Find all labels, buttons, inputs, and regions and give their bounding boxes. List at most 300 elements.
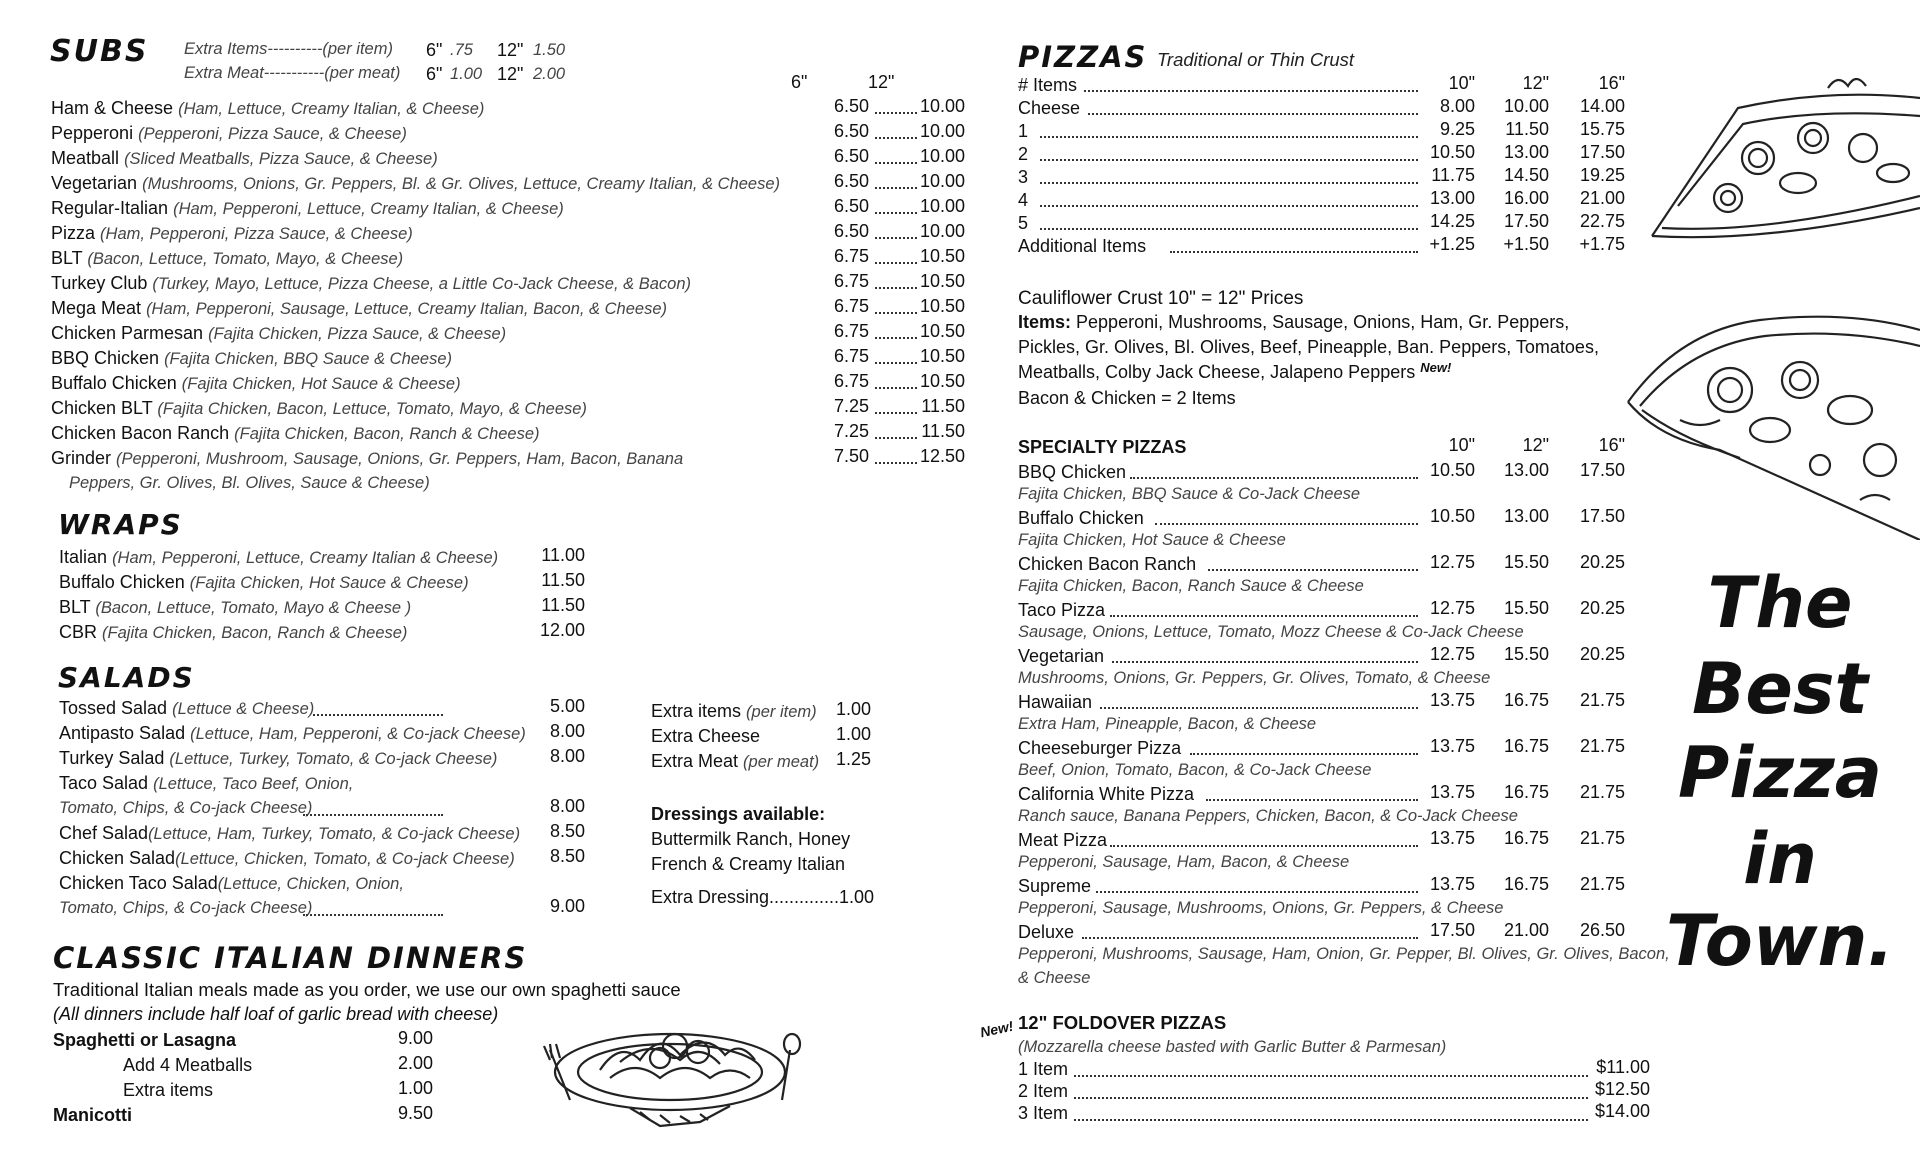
list-item: [59, 746, 497, 771]
price-12: 10.50: [919, 371, 965, 391]
dot-leader: [1110, 843, 1418, 847]
item-desc-cont: Tomato, Chips, & Co-jack Cheese): [59, 899, 313, 917]
price-10: 10.50: [1429, 460, 1475, 480]
price-6: 6.75: [833, 371, 869, 391]
item-desc: Pepperoni, Sausage, Mushrooms, Onions, Gr. Peppers, & Cheese: [1018, 899, 1504, 917]
list-item: Add 4 Meatballs: [123, 1055, 253, 1075]
dressings-line2: French & Creamy Italian: [651, 854, 846, 874]
table-row: Buffalo Chicken: [1018, 508, 1144, 528]
price-16: 20.25: [1579, 644, 1625, 664]
list-item: [59, 696, 314, 721]
item-desc: Beef, Onion, Tomato, Bacon, & Co-Jack Cheese: [1018, 761, 1372, 779]
price-16: 26.50: [1579, 920, 1625, 940]
price-16: 21.75: [1579, 690, 1625, 710]
price-10: 13.75: [1429, 828, 1475, 848]
subs-extra-items-12-price: 1.50: [533, 41, 566, 59]
dinners-list: [53, 1028, 443, 1128]
price-10: 8.00: [1439, 96, 1475, 116]
price-10: 17.50: [1429, 920, 1475, 940]
pizzas-title: PIZZAS: [1018, 40, 1148, 74]
list-item: [59, 570, 469, 595]
col-10: 10": [1448, 435, 1475, 455]
pizza-slice-illustration-top: [1648, 68, 1920, 248]
list-item: [51, 171, 780, 196]
table-row: 5: [1018, 213, 1029, 233]
item-desc: Pepperoni, Sausage, Ham, Bacon, & Cheese: [1018, 853, 1350, 871]
toppings-text: Pepperoni, Mushrooms, Sausage, Onions, Ham, Gr. Peppers,: [1076, 312, 1570, 332]
price: 12.00: [539, 620, 585, 640]
item-name: Turkey Club: [51, 273, 148, 293]
dinners-title: CLASSIC ITALIAN DINNERS: [53, 941, 528, 975]
price-12: 15.50: [1503, 552, 1549, 572]
item-desc: Sausage, Onions, Lettuce, Tomato, Mozz Cheese & Co-Jack Cheese: [1018, 623, 1524, 641]
price-10: 10.50: [1429, 142, 1475, 162]
price: 9.00: [397, 1028, 433, 1048]
subs-list: [51, 96, 965, 506]
price: 1.00: [397, 1078, 433, 1098]
list-item: [51, 96, 484, 121]
list-item: 3 Item: [1018, 1103, 1069, 1123]
table-header-items: # Items: [1018, 75, 1078, 95]
price-10: 13.00: [1429, 188, 1475, 208]
list-item: [51, 296, 667, 321]
slogan-line-2: Best: [1692, 648, 1868, 730]
price-12: 10.50: [919, 246, 965, 266]
price-10: 10.50: [1429, 506, 1475, 526]
table-row: 4: [1018, 190, 1029, 210]
col-12: 12": [1522, 73, 1549, 93]
price: 8.50: [549, 846, 585, 866]
price-16: 17.50: [1579, 460, 1625, 480]
toppings-title: Items:: [1018, 312, 1072, 332]
grinder-desc-cont: Peppers, Gr. Olives, Bl. Olives, Sauce & Cheese): [69, 474, 430, 492]
price-12: 16.75: [1503, 874, 1549, 894]
price-10: +1.25: [1429, 234, 1475, 254]
toppings-line-1: [1018, 310, 1638, 335]
list-item: [51, 246, 403, 271]
list-item: [51, 196, 564, 221]
list-item: [59, 771, 353, 796]
price-12: 11.50: [1505, 119, 1549, 139]
dot-leader: [1110, 613, 1418, 617]
item-desc: (Ham, Pepperoni, Lettuce, Creamy Italian, & Cheese): [173, 200, 564, 218]
table-row: 3: [1018, 167, 1029, 187]
slogan-line-4: in: [1743, 818, 1817, 900]
subs-extra-meat-6-price: 1.00: [450, 65, 483, 83]
price-12: 16.75: [1503, 782, 1549, 802]
list-item: [59, 871, 404, 896]
price-12: 10.50: [919, 346, 965, 366]
price-12: 10.00: [919, 121, 965, 141]
table-row: Hawaiian: [1018, 692, 1093, 712]
item-desc: Mushrooms, Onions, Gr. Peppers, Gr. Olives, Tomato, & Cheese: [1018, 669, 1491, 687]
price-10: 13.75: [1429, 736, 1475, 756]
item-desc: (Ham, Lettuce, Creamy Italian, & Cheese): [178, 100, 485, 118]
item-desc: (Lettuce, Ham, Pepperoni, & Co-jack Cheese): [190, 725, 526, 743]
item-desc: (Fajita Chicken, Bacon, Ranch & Cheese): [234, 425, 540, 443]
salad-extras: [651, 699, 891, 779]
table-row: BBQ Chicken: [1018, 462, 1127, 482]
item-desc: (Ham, Pepperoni, Sausage, Lettuce, Creamy Italian, Bacon, & Cheese): [146, 300, 668, 318]
toppings-list: [1018, 310, 1638, 411]
item-name: Extra Cheese: [651, 726, 761, 746]
subs-extra-meat-label: Extra Meat-----------(per meat): [184, 64, 401, 82]
item-desc: (Fajita Chicken, Bacon, Lettuce, Tomato, Mayo, & Cheese): [157, 400, 587, 418]
table-row: 2: [1018, 144, 1029, 164]
item-desc: (Lettuce, Turkey, Tomato, & Co-jack Cheese): [169, 750, 498, 768]
item-desc: (Bacon, Lettuce, Tomato, Mayo & Cheese ): [95, 599, 412, 617]
slogan-line-5: Town.: [1666, 900, 1894, 982]
foldover-desc: (Mozzarella cheese basted with Garlic Butter & Parmesan): [1018, 1038, 1447, 1056]
dot-leader: [1190, 751, 1418, 755]
list-item: [59, 545, 498, 570]
list-item: [51, 121, 407, 146]
price-12: 10.00: [919, 96, 965, 116]
price-12: 10.00: [919, 196, 965, 216]
dressings-line1: Buttermilk Ranch, Honey: [651, 829, 851, 849]
price-10: 14.25: [1429, 211, 1475, 231]
item-name: Chicken Salad: [59, 848, 176, 868]
price-12: 10.00: [1503, 96, 1549, 116]
price-6: 7.25: [833, 396, 869, 416]
table-row: Supreme: [1018, 876, 1092, 896]
col-16: 16": [1598, 435, 1625, 455]
price-16: 22.75: [1579, 211, 1625, 231]
item-name: Pepperoni: [51, 123, 134, 143]
item-desc: (Lettuce, Chicken, Tomato, & Co-jack Cheese): [175, 850, 515, 868]
price-16: 21.75: [1579, 874, 1625, 894]
item-name: Taco Salad: [59, 773, 149, 793]
price-10: 13.75: [1429, 782, 1475, 802]
price-12: 10.50: [919, 271, 965, 291]
price-6: 6.75: [833, 246, 869, 266]
subs-extra-meat-12: 12": [497, 64, 524, 84]
item-name: CBR: [59, 622, 98, 642]
item-desc: Fajita Chicken, Bacon, Ranch Sauce & Cheese: [1018, 577, 1364, 595]
subs-extra-items-12: 12": [497, 40, 524, 60]
salads-list: [59, 696, 599, 920]
price-12: 10.00: [919, 146, 965, 166]
price: 1.00: [835, 699, 871, 719]
wraps-list: [59, 545, 599, 650]
specialty-title: SPECIALTY PIZZAS: [1018, 437, 1187, 457]
new-badge: New!: [1420, 360, 1452, 375]
dressings-title: Dressings available:: [651, 804, 826, 824]
item-name: Chicken Parmesan: [51, 323, 204, 343]
toppings-line-3: [1018, 360, 1638, 386]
item-name: Chicken Bacon Ranch: [51, 423, 230, 443]
item-desc: (Fajita Chicken, Hot Sauce & Cheese): [181, 375, 461, 393]
price: 8.00: [549, 796, 585, 816]
list-item: [59, 595, 411, 620]
item-desc: (Fajita Chicken, Bacon, Ranch & Cheese): [102, 624, 408, 642]
item-name: Italian: [59, 547, 108, 567]
table-row: 1: [1018, 121, 1029, 141]
price-12: +1.50: [1503, 234, 1549, 254]
toppings-text: Meatballs, Colby Jack Cheese, Jalapeno Peppers: [1018, 362, 1416, 382]
item-desc: (Lettuce, Taco Beef, Onion,: [153, 775, 354, 793]
price: 5.00: [549, 696, 585, 716]
col-16: 16": [1598, 73, 1625, 93]
item-desc: (Bacon, Lettuce, Tomato, Mayo, & Cheese): [87, 250, 404, 268]
price: $12.50: [1594, 1079, 1650, 1099]
price-6: 6.75: [833, 321, 869, 341]
price-10: 13.75: [1429, 690, 1475, 710]
item-name: Extra items: [651, 701, 742, 721]
subs-extra-items-6-price: .75: [450, 41, 473, 59]
price-6: 6.75: [833, 346, 869, 366]
item-name: Extra Meat: [651, 751, 739, 771]
price-16: 21.00: [1579, 188, 1625, 208]
price-16: 15.75: [1579, 119, 1625, 139]
price: $11.00: [1596, 1057, 1650, 1077]
item-desc: (Fajita Chicken, Hot Sauce & Cheese): [189, 574, 469, 592]
list-item: [51, 446, 683, 471]
pizza-slice-illustration-middle: [1620, 290, 1920, 540]
pizzas-table: [1018, 73, 1638, 258]
subs-title: SUBS: [50, 34, 149, 69]
item-desc: Fajita Chicken, Hot Sauce & Cheese: [1018, 531, 1286, 549]
item-desc: (per item): [746, 703, 817, 721]
price-12: 13.00: [1503, 142, 1549, 162]
price-6: 7.50: [833, 446, 869, 466]
item-name: Buffalo Chicken: [51, 373, 177, 393]
table-row: Vegetarian: [1018, 646, 1105, 666]
item-desc: (Fajita Chicken, BBQ Sauce & Cheese): [164, 350, 453, 368]
extra-dressing-price: 1.00: [839, 887, 875, 907]
price: 11.50: [541, 595, 585, 615]
price-12: 16.75: [1503, 736, 1549, 756]
price-10: 11.75: [1431, 165, 1475, 185]
item-name: Grinder: [51, 448, 112, 468]
item-name: BBQ Chicken: [51, 348, 160, 368]
item-name: Regular-Italian: [51, 198, 169, 218]
item-name: Chef Salad: [59, 823, 149, 843]
table-row: Chicken Bacon Ranch: [1018, 554, 1197, 574]
specialty-rows: [1018, 460, 1670, 990]
dot-leader: [1155, 521, 1418, 525]
subs-extra-items-6: 6": [426, 40, 443, 60]
item-desc: (Pepperoni, Mushroom, Sausage, Onions, Gr. Peppers, Ham, Bacon, Banana: [116, 450, 684, 468]
item-name: Antipasto Salad: [59, 723, 186, 743]
price-12: 10.00: [919, 221, 965, 241]
item-desc: (Mushrooms, Onions, Gr. Peppers, Bl. & Gr. Olives, Lettuce, Creamy Italian, & Cheese): [142, 175, 781, 193]
price: 11.50: [541, 570, 585, 590]
list-item: Manicotti: [53, 1105, 132, 1125]
table-row: Cheese: [1018, 98, 1081, 118]
item-name: Mega Meat: [51, 298, 142, 318]
list-item: 2 Item: [1018, 1081, 1069, 1101]
price-16: +1.75: [1579, 234, 1625, 254]
subs-extra-meat-6: 6": [426, 64, 443, 84]
item-name: Turkey Salad: [59, 748, 165, 768]
price-12: 11.50: [921, 421, 965, 441]
price-12: 15.50: [1503, 644, 1549, 664]
price-6: 6.50: [833, 121, 869, 141]
item-name: Tossed Salad: [59, 698, 168, 718]
table-row: Additional Items: [1018, 236, 1147, 256]
item-name: Vegetarian: [51, 173, 138, 193]
price-10: 12.75: [1429, 552, 1475, 572]
list-item: 1 Item: [1018, 1059, 1069, 1079]
dot-leader: [1208, 567, 1418, 571]
price-16: 21.75: [1579, 782, 1625, 802]
item-name: BLT: [59, 597, 91, 617]
list-item: [51, 221, 413, 246]
extra-dressing-label: Extra Dressing..............: [651, 887, 840, 907]
item-desc: (Lettuce, Chicken, Onion,: [217, 875, 404, 893]
price: 1.25: [835, 749, 871, 769]
foldover-title: 12" FOLDOVER PIZZAS: [1018, 1012, 1227, 1033]
dot-leader: [1096, 889, 1418, 893]
price: 9.00: [549, 896, 585, 916]
price-12: 16.75: [1503, 690, 1549, 710]
col-12: 12": [1522, 435, 1549, 455]
salads-title: SALADS: [58, 661, 195, 694]
price-16: 21.75: [1579, 736, 1625, 756]
price-6: 6.50: [833, 196, 869, 216]
price-12: 13.00: [1503, 506, 1549, 526]
price-6: 6.50: [833, 96, 869, 116]
subs-col-12: 12": [868, 72, 895, 92]
list-item: [51, 346, 452, 371]
wraps-title: WRAPS: [58, 508, 183, 541]
dot-leader: [1100, 705, 1418, 709]
item-desc: (per meat): [743, 753, 820, 771]
item-name: Chicken BLT: [51, 398, 153, 418]
price-12: 10.50: [919, 321, 965, 341]
price-10: 13.75: [1429, 874, 1475, 894]
table-row: California White Pizza: [1018, 784, 1195, 804]
price-12: 10.00: [919, 171, 965, 191]
price: 1.00: [835, 724, 871, 744]
item-desc: Fajita Chicken, BBQ Sauce & Co-Jack Cheese: [1018, 485, 1361, 503]
price-12: 13.00: [1503, 460, 1549, 480]
price-16: 20.25: [1579, 598, 1625, 618]
table-row: Cheeseburger Pizza: [1018, 738, 1182, 758]
dot-leader: [1082, 935, 1418, 939]
list-item: [59, 821, 520, 846]
price-16: 19.25: [1579, 165, 1625, 185]
item-desc: (Sliced Meatballs, Pizza Sauce, & Cheese): [124, 150, 438, 168]
dot-leader: [1206, 797, 1418, 801]
item-name: Buffalo Chicken: [59, 572, 185, 592]
price-16: 21.75: [1579, 828, 1625, 848]
col-10: 10": [1448, 73, 1475, 93]
item-desc: Extra Ham, Pineapple, Bacon, & Cheese: [1018, 715, 1317, 733]
slogan-line-1: The: [1707, 562, 1853, 644]
dot-leader: [1130, 475, 1418, 479]
price-6: 6.50: [833, 221, 869, 241]
price: 2.00: [397, 1053, 433, 1073]
price-6: 6.75: [833, 271, 869, 291]
subs-col-6: 6": [791, 72, 808, 92]
list-item: [651, 699, 817, 724]
list-item: [51, 371, 461, 396]
dinners-note: (All dinners include half loaf of garlic bread with cheese): [53, 1004, 499, 1024]
item-desc-cont: Tomato, Chips, & Co-jack Cheese): [59, 799, 313, 817]
item-desc: (Pepperoni, Pizza Sauce, & Cheese): [138, 125, 407, 143]
list-item: [59, 620, 407, 645]
price-6: 6.75: [833, 296, 869, 316]
price-10: 9.25: [1439, 119, 1475, 139]
item-desc-cont: & Cheese: [1018, 969, 1091, 987]
dot-leader: [1112, 659, 1418, 663]
item-desc: (Fajita Chicken, Pizza Sauce, & Cheese): [208, 325, 507, 343]
price-12: 14.50: [1503, 165, 1549, 185]
price: 8.00: [549, 746, 585, 766]
list-item: Spaghetti or Lasagna: [53, 1030, 237, 1050]
subs-extra-meat-12-price: 2.00: [533, 65, 566, 83]
list-item: [51, 271, 691, 296]
subs-extra-items-label: Extra Items----------(per item): [184, 40, 393, 58]
item-name: BLT: [51, 248, 83, 268]
price-12: 16.75: [1503, 828, 1549, 848]
price-12: 16.00: [1503, 188, 1549, 208]
price-12: 15.50: [1503, 598, 1549, 618]
item-desc: (Turkey, Mayo, Lettuce, Pizza Cheese, a Little Co-Jack Cheese, & Bacon): [152, 275, 692, 293]
price-16: 20.25: [1579, 552, 1625, 572]
item-name: Ham & Cheese: [51, 98, 174, 118]
item-desc: Ranch sauce, Banana Peppers, Chicken, Bacon, & Co-Jack Cheese: [1018, 807, 1518, 825]
list-item: [651, 724, 760, 749]
list-item: [59, 846, 515, 871]
price-12: 17.50: [1503, 211, 1549, 231]
list-item: [59, 721, 526, 746]
item-desc: (Lettuce, Ham, Turkey, Tomato, & Co-jack Cheese): [148, 825, 521, 843]
item-desc: (Lettuce & Cheese): [172, 700, 315, 718]
list-item: [51, 321, 506, 346]
price-6: 6.50: [833, 146, 869, 166]
price-10: 12.75: [1429, 644, 1475, 664]
dinners-intro: Traditional Italian meals made as you order, we use our own spaghetti sauce: [53, 979, 681, 1000]
price: 8.50: [549, 821, 585, 841]
list-item: [51, 421, 540, 446]
price: $14.00: [1594, 1101, 1650, 1121]
list-item: Extra items: [123, 1080, 214, 1100]
foldover-list: [1018, 1057, 1650, 1132]
item-name: Pizza: [51, 223, 96, 243]
price-16: 17.50: [1579, 506, 1625, 526]
price: 9.50: [397, 1103, 433, 1123]
price: 11.00: [541, 545, 585, 565]
price-10: 12.75: [1429, 598, 1475, 618]
toppings-line-2: Pickles, Gr. Olives, Bl. Olives, Beef, Pineapple, Ban. Peppers, Tomatoes,: [1018, 337, 1599, 357]
price-16: 14.00: [1579, 96, 1625, 116]
price-12: 11.50: [921, 396, 965, 416]
item-name: Meatball: [51, 148, 120, 168]
item-desc: Pepperoni, Mushrooms, Sausage, Ham, Onion, Gr. Pepper, Bl. Olives, Gr. Olives, Bacon,: [1018, 945, 1670, 963]
table-row: Deluxe: [1018, 922, 1075, 942]
price-16: 17.50: [1579, 142, 1625, 162]
cauliflower-note: Cauliflower Crust 10" = 12" Prices: [1018, 288, 1304, 309]
table-row: Taco Pizza: [1018, 600, 1106, 620]
price-12: 10.50: [919, 296, 965, 316]
list-item: [651, 749, 819, 774]
list-item: [51, 396, 587, 421]
foldover-new-badge: New!: [978, 1017, 1015, 1041]
price-12: 21.00: [1503, 920, 1549, 940]
list-item: [51, 146, 438, 171]
price: 8.00: [549, 721, 585, 741]
item-desc: (Ham, Pepperoni, Lettuce, Creamy Italian & Cheese): [112, 549, 499, 567]
pizzas-subtitle: Traditional or Thin Crust: [1157, 49, 1355, 70]
spaghetti-plate-illustration: [520, 1010, 832, 1130]
item-name: Chicken Taco Salad: [59, 873, 218, 893]
price-12: 12.50: [919, 446, 965, 466]
price-6: 6.50: [833, 171, 869, 191]
price-6: 7.25: [833, 421, 869, 441]
